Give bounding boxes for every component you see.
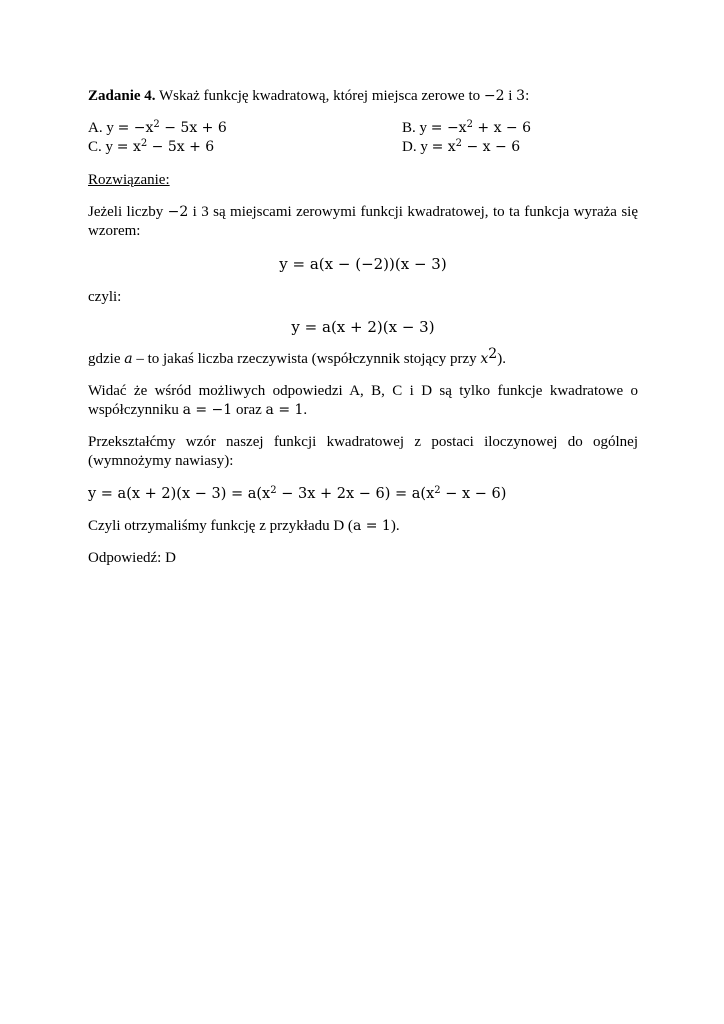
option-d — [402, 138, 520, 157]
paragraph-5: Czyli otrzymaliśmy funkcję z przykładu D (a = 1). — [88, 518, 400, 534]
paragraph-1: Jeżeli liczby −2 i 3 są miejscami zerowymi funkcji kwadratowej, to ta funkcja wyraża się wzorem: — [88, 204, 639, 239]
option-y: y — [419, 120, 428, 136]
option-formula: = $x^2 - 5x + 6$ — [116, 138, 215, 155]
and-word: i — [508, 88, 513, 104]
option-letter: B. — [402, 120, 416, 136]
option-c — [88, 138, 638, 157]
colon: : — [525, 88, 530, 104]
option-formula: = $-x^2 - 5x + 6$ — [117, 119, 227, 136]
option-letter: C. — [88, 139, 102, 155]
option-letter: A. — [88, 120, 103, 136]
number-minus-2: −2 — [167, 204, 189, 220]
zero-2: 3 — [516, 88, 526, 104]
czyli-label: czyli: — [88, 289, 122, 305]
option-a — [88, 119, 638, 138]
task-statement — [88, 87, 638, 106]
option-letter: D. — [402, 139, 417, 155]
paragraph-2: gdzie a – to jakaś liczba rzeczywista (współczynnik stojący przy $x^2$). — [88, 346, 506, 367]
option-y: y — [420, 139, 428, 155]
option-formula: = $-x^2 + x - 6$ — [430, 119, 532, 136]
option-y: y — [106, 120, 114, 136]
zero-1: −2 — [483, 88, 505, 104]
solution-heading: Rozwiązanie: — [88, 172, 170, 188]
task-label: Zadanie 4. — [88, 88, 156, 104]
option-b — [402, 119, 531, 138]
option-y: y — [105, 139, 114, 155]
paragraph-4: Przekształćmy wzór naszej funkcji kwadratowej z postaci iloczynowej do ogólnej (wymnożymy nawiasy): — [88, 434, 638, 469]
answer: Odpowiedź: D — [88, 550, 176, 566]
formula-simplified: y = a(x + 2)(x − 3) — [291, 318, 435, 336]
paragraph-3: Widać że wśród możliwych odpowiedzi A, B, C i D są tylko funkcje kwadratowe o współczynniku a = −1 oraz a = 1. — [88, 383, 638, 418]
task-question: Wskaż funkcję kwadratową, której miejsca zerowe to — [159, 88, 481, 104]
formula-expansion: $y = a(x + 2)(x - 3) = a(x^2 - 3x + 2x - 6) = a(x^2 - x - 6)$ — [88, 485, 507, 502]
option-formula: = $x^2 - x - 6$ — [431, 138, 521, 155]
formula-product-form: y = a(x − (−2))(x − 3) — [279, 255, 447, 273]
